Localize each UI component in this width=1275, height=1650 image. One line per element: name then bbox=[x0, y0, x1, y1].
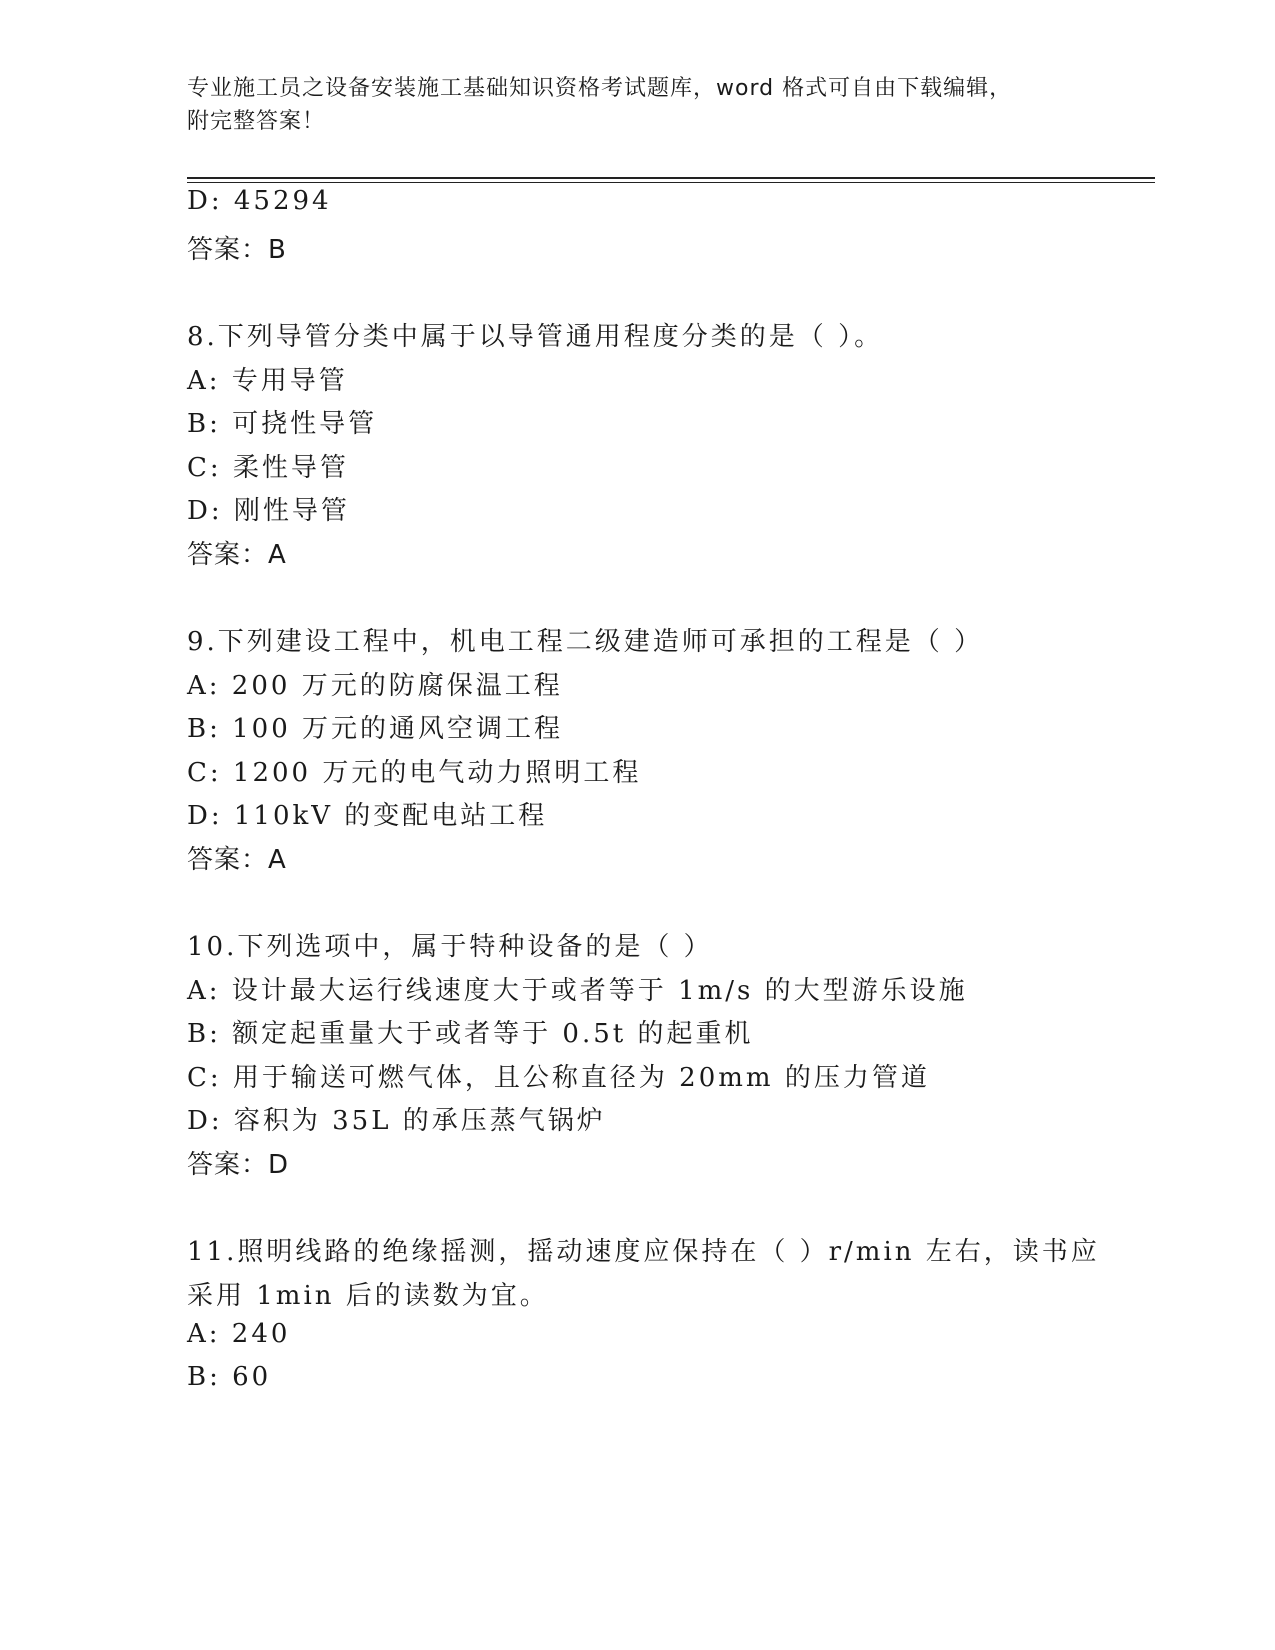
q9-option-b: B: 100 万元的通风空调工程 bbox=[187, 714, 564, 744]
q10-option-d: D: 容积为 35L 的承压蒸气锅炉 bbox=[187, 1106, 606, 1136]
q9-stem: 9.下列建设工程中，机电工程二级建造师可承担的工程是（ ） bbox=[187, 627, 984, 657]
q8-option-b: B: 可挠性导管 bbox=[187, 409, 378, 439]
header-line-1: 专业施工员之设备安装施工基础知识资格考试题库，word 格式可自由下载编辑， bbox=[187, 76, 1013, 101]
prev-answer: 答案：B bbox=[187, 235, 287, 265]
q10-option-b: B: 额定起重量大于或者等于 0.5t 的起重机 bbox=[187, 1019, 754, 1049]
q8-stem: 8.下列导管分类中属于以导管通用程度分类的是（ ）。 bbox=[187, 322, 884, 352]
q8-option-c: C: 柔性导管 bbox=[187, 453, 349, 483]
q9-option-c: C: 1200 万元的电气动力照明工程 bbox=[187, 758, 642, 788]
q9-option-d: D: 110kV 的变配电站工程 bbox=[187, 801, 548, 831]
q11-option-b: B: 60 bbox=[187, 1362, 272, 1392]
q11-stem-line-2: 采用 1min 后的读数为宜。 bbox=[187, 1281, 549, 1311]
q10-option-c: C: 用于输送可燃气体，且公称直径为 20mm 的压力管道 bbox=[187, 1063, 930, 1093]
q8-option-d: D: 刚性导管 bbox=[187, 496, 350, 526]
header-divider-thin bbox=[187, 182, 1155, 183]
q10-option-a: A: 设计最大运行线速度大于或者等于 1m/s 的大型游乐设施 bbox=[187, 976, 968, 1006]
q11-stem-line-1: 11.照明线路的绝缘摇测，摇动速度应保持在（ ）r/min 左右，读书应 bbox=[187, 1237, 1100, 1267]
q9-answer: 答案：A bbox=[187, 845, 287, 875]
q10-answer: 答案：D bbox=[187, 1150, 290, 1180]
prev-option-d: D: 45294 bbox=[187, 186, 332, 216]
q8-option-a: A: 专用导管 bbox=[187, 366, 348, 396]
q9-option-a: A: 200 万元的防腐保温工程 bbox=[187, 671, 563, 701]
q11-option-a: A: 240 bbox=[187, 1319, 291, 1349]
header-line-2: 附完整答案！ bbox=[187, 109, 326, 134]
header-divider-thick bbox=[187, 177, 1155, 179]
q8-answer: 答案：A bbox=[187, 540, 287, 570]
q10-stem: 10.下列选项中，属于特种设备的是（ ） bbox=[187, 932, 713, 962]
document-header bbox=[187, 72, 1067, 138]
